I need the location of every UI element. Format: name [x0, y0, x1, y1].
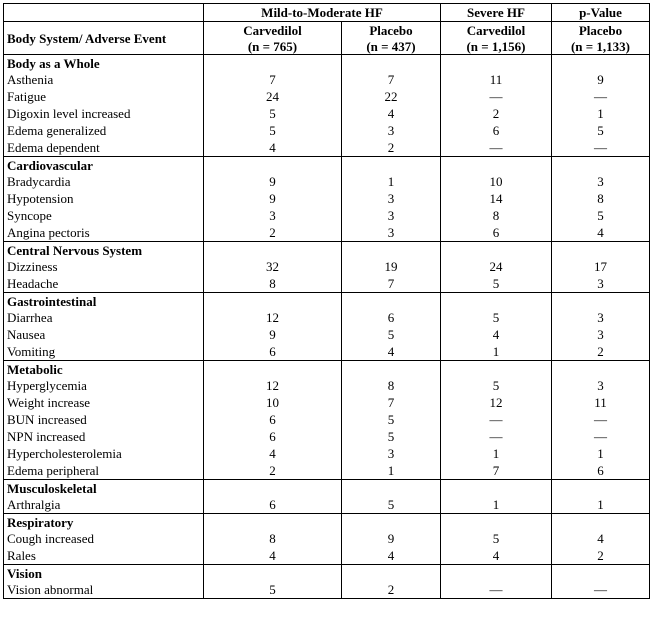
table-row	[4, 326, 650, 343]
event-value: 10	[441, 173, 552, 190]
event-value: —	[441, 139, 552, 157]
event-value: 17	[552, 258, 650, 275]
event-value: 4	[342, 547, 441, 565]
event-value: 2	[342, 581, 441, 599]
event-value: 2	[552, 343, 650, 361]
event-value: —	[552, 139, 650, 157]
table-row	[4, 71, 650, 88]
event-value: —	[552, 581, 650, 599]
table-row	[4, 88, 650, 105]
event-name: Angina pectoris	[4, 224, 204, 242]
event-value: 5	[204, 105, 342, 122]
event-value: 8	[552, 190, 650, 207]
event-name: Hypotension	[4, 190, 204, 207]
table-row	[4, 139, 650, 157]
event-value: 7	[204, 71, 342, 88]
event-value: 1	[441, 445, 552, 462]
table-row	[4, 496, 650, 514]
event-name: NPN increased	[4, 428, 204, 445]
table-row	[4, 275, 650, 293]
event-value: 3	[552, 377, 650, 394]
column-header-row	[4, 22, 650, 39]
event-value: 14	[441, 190, 552, 207]
event-name: Bradycardia	[4, 173, 204, 190]
event-name: Weight increase	[4, 394, 204, 411]
event-value: 2	[441, 105, 552, 122]
group-mild-moderate: Mild-to-Moderate HF	[204, 4, 441, 22]
event-value: —	[441, 428, 552, 445]
event-value: 3	[342, 445, 441, 462]
event-value: 32	[204, 258, 342, 275]
category-label: Musculoskeletal	[4, 480, 204, 497]
event-value: 5	[204, 122, 342, 139]
col4-n: (n = 1,133)	[552, 38, 650, 55]
category-row	[4, 565, 650, 582]
event-value: 12	[441, 394, 552, 411]
category-row	[4, 480, 650, 497]
event-value: 12	[204, 377, 342, 394]
category-row	[4, 361, 650, 378]
table-row	[4, 122, 650, 139]
event-name: Hyperglycemia	[4, 377, 204, 394]
table-row	[4, 173, 650, 190]
event-name: Digoxin level increased	[4, 105, 204, 122]
event-value: —	[552, 411, 650, 428]
event-value: 8	[441, 207, 552, 224]
event-value: 24	[441, 258, 552, 275]
event-name: Arthralgia	[4, 496, 204, 514]
event-value: 3	[552, 173, 650, 190]
event-value: 7	[342, 275, 441, 293]
event-value: 7	[441, 462, 552, 480]
event-value: 3	[342, 190, 441, 207]
event-name: Vision abnormal	[4, 581, 204, 599]
event-value: 1	[342, 173, 441, 190]
event-value: 6	[204, 411, 342, 428]
event-value: 5	[552, 122, 650, 139]
event-name: Nausea	[4, 326, 204, 343]
event-name: Rales	[4, 547, 204, 565]
event-value: 3	[552, 326, 650, 343]
category-label: Gastrointestinal	[4, 293, 204, 310]
col2-n: (n = 437)	[342, 38, 441, 55]
event-value: 19	[342, 258, 441, 275]
table-row	[4, 411, 650, 428]
event-value: 11	[441, 71, 552, 88]
event-value: 2	[204, 224, 342, 242]
table-body	[4, 55, 650, 599]
group-header-row	[4, 4, 650, 22]
event-value: 3	[342, 122, 441, 139]
table-row	[4, 309, 650, 326]
event-value: 5	[342, 411, 441, 428]
event-value: 4	[552, 530, 650, 547]
event-value: 3	[342, 207, 441, 224]
category-label: Metabolic	[4, 361, 204, 378]
table-row	[4, 394, 650, 411]
event-name: Diarrhea	[4, 309, 204, 326]
category-label: Respiratory	[4, 514, 204, 531]
group-p-value: p-Value	[552, 4, 650, 22]
event-value: 3	[342, 224, 441, 242]
event-value: 8	[204, 275, 342, 293]
col1-name: Carvedilol	[204, 22, 342, 39]
category-row	[4, 293, 650, 310]
table-row	[4, 581, 650, 599]
event-value: 6	[204, 496, 342, 514]
event-value: —	[441, 411, 552, 428]
event-value: 5	[342, 326, 441, 343]
event-name: Edema generalized	[4, 122, 204, 139]
category-label: Central Nervous System	[4, 242, 204, 259]
table-row	[4, 343, 650, 361]
event-value: 9	[204, 326, 342, 343]
event-value: 4	[204, 445, 342, 462]
event-name: Asthenia	[4, 71, 204, 88]
event-value: 4	[441, 326, 552, 343]
event-value: 8	[342, 377, 441, 394]
event-value: 1	[441, 343, 552, 361]
event-value: —	[552, 428, 650, 445]
table-row	[4, 445, 650, 462]
event-value: 4	[342, 105, 441, 122]
event-name: Edema peripheral	[4, 462, 204, 480]
event-value: 1	[552, 445, 650, 462]
event-name: Cough increased	[4, 530, 204, 547]
event-value: 5	[441, 530, 552, 547]
group-severe: Severe HF	[441, 4, 552, 22]
event-value: 5	[204, 581, 342, 599]
event-value: 6	[441, 122, 552, 139]
event-value: 12	[204, 309, 342, 326]
table-row	[4, 105, 650, 122]
event-value: 5	[441, 275, 552, 293]
event-value: 5	[441, 377, 552, 394]
event-value: 1	[342, 462, 441, 480]
event-value: 9	[342, 530, 441, 547]
col4-name: Placebo	[552, 22, 650, 39]
event-value: 6	[441, 224, 552, 242]
event-value: 7	[342, 71, 441, 88]
event-value: —	[441, 88, 552, 105]
event-value: 1	[552, 105, 650, 122]
category-row	[4, 242, 650, 259]
event-value: 4	[552, 224, 650, 242]
event-value: 1	[552, 496, 650, 514]
event-value: 22	[342, 88, 441, 105]
event-value: 2	[552, 547, 650, 565]
event-value: 4	[204, 547, 342, 565]
table-row	[4, 428, 650, 445]
event-value: 6	[552, 462, 650, 480]
row-label-header: Body System/ Adverse Event	[4, 22, 204, 55]
event-value: 6	[204, 428, 342, 445]
event-value: 10	[204, 394, 342, 411]
event-name: Hypercholesterolemia	[4, 445, 204, 462]
event-value: 1	[441, 496, 552, 514]
event-name: Edema dependent	[4, 139, 204, 157]
event-name: Headache	[4, 275, 204, 293]
category-label: Cardiovascular	[4, 157, 204, 174]
table-row	[4, 207, 650, 224]
table-row	[4, 377, 650, 394]
event-value: 2	[204, 462, 342, 480]
event-name: Vomiting	[4, 343, 204, 361]
event-value: 4	[342, 343, 441, 361]
event-value: 3	[552, 309, 650, 326]
category-row	[4, 55, 650, 72]
event-value: 3	[552, 275, 650, 293]
event-name: Syncope	[4, 207, 204, 224]
event-value: 3	[204, 207, 342, 224]
table-row	[4, 224, 650, 242]
event-value: 11	[552, 394, 650, 411]
event-value: 7	[342, 394, 441, 411]
event-value: —	[552, 88, 650, 105]
col2-name: Placebo	[342, 22, 441, 39]
category-row	[4, 157, 650, 174]
event-value: 24	[204, 88, 342, 105]
event-value: 9	[552, 71, 650, 88]
event-value: 5	[342, 428, 441, 445]
table-row	[4, 530, 650, 547]
event-value: 4	[441, 547, 552, 565]
event-value: 9	[204, 173, 342, 190]
event-value: 6	[342, 309, 441, 326]
event-value: 4	[204, 139, 342, 157]
col3-n: (n = 1,156)	[441, 38, 552, 55]
category-label: Vision	[4, 565, 204, 582]
col3-name: Carvedilol	[441, 22, 552, 39]
event-name: BUN increased	[4, 411, 204, 428]
event-name: Fatigue	[4, 88, 204, 105]
event-value: 5	[552, 207, 650, 224]
event-value: 6	[204, 343, 342, 361]
table-row	[4, 190, 650, 207]
col1-n: (n = 765)	[204, 38, 342, 55]
event-value: —	[441, 581, 552, 599]
category-label: Body as a Whole	[4, 55, 204, 72]
category-row	[4, 514, 650, 531]
table-row	[4, 547, 650, 565]
event-value: 9	[204, 190, 342, 207]
table-row	[4, 462, 650, 480]
event-value: 5	[441, 309, 552, 326]
table-row	[4, 258, 650, 275]
adverse-events-table	[3, 3, 650, 599]
event-value: 5	[342, 496, 441, 514]
event-value: 2	[342, 139, 441, 157]
event-name: Dizziness	[4, 258, 204, 275]
event-value: 8	[204, 530, 342, 547]
